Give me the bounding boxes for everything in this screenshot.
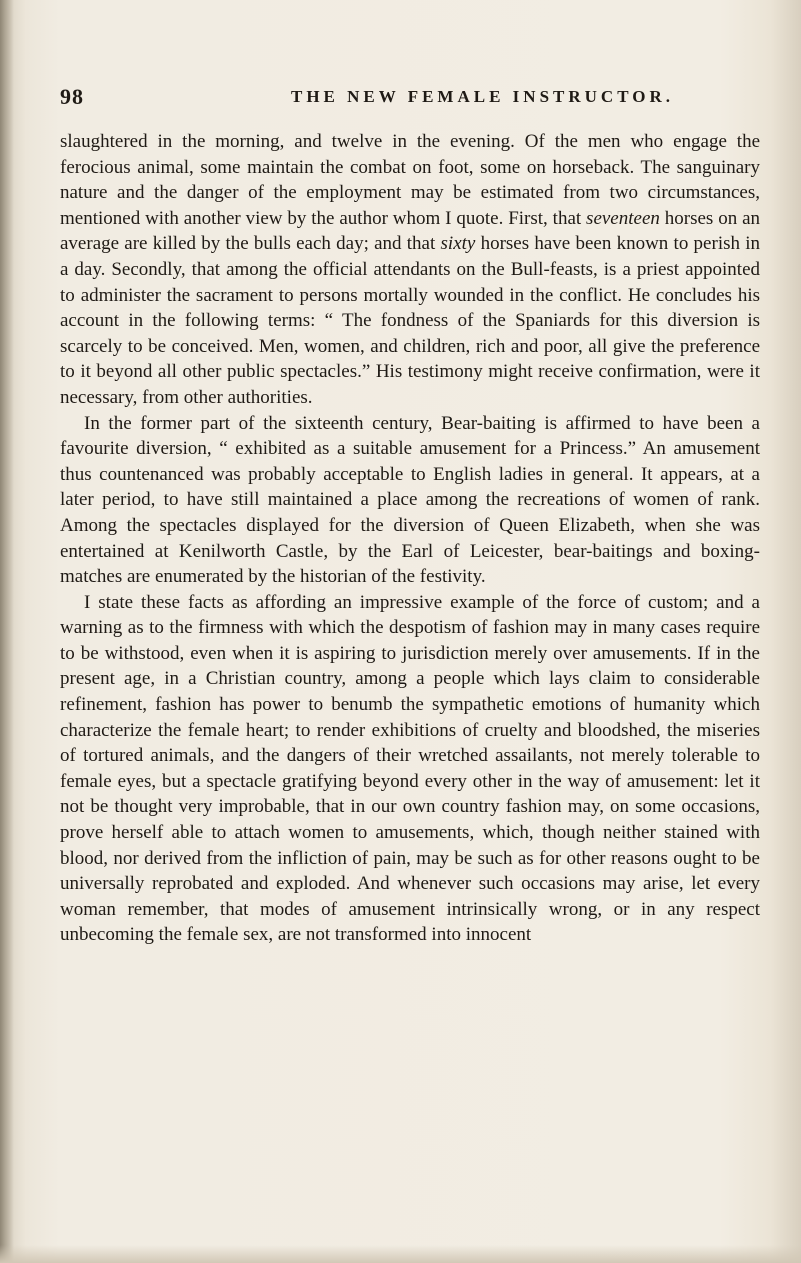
page-spine-shadow [0, 0, 14, 1263]
body-text [60, 129, 760, 948]
text-run: horses have been known to perish in a day. Secondly, that among the official attendants on the Bull-feasts, is a priest appointed to administer the sacrament to persons mortally wounded in the conflict. He concludes his account in the following terms: “ The fondness of the Spaniards for this diversion is scarcely to be conceived. Men, women, and children, rich and poor, all give the preference to it beyond all other public spectacles.” His testimony might receive confirmation, were it necessary, from other authorities. [60, 233, 761, 408]
text-run: In the former part of the sixteenth century, Bear-baiting is affirmed to have been a favourite diversion, “ exhibited as a suitable amusement for a Princess.” An amusement thus countenanced was probably acceptable to English ladies in general. It appears, at a later period, to have still maintained a place among the recreations of women of rank. Among the spectacles displayed for the diversion of Queen Elizabeth, when she was entertained at Kenilworth Castle, by the Earl of Leicester, bear-baitings and boxing-matches are enumerated by the historian of the festivity. [60, 412, 760, 588]
text-run: slaughtered in the morning, and twelve in the evening. Of the men who engage the ferocious animal, some maintain the combat on foot, some on horseback. The sanguinary nature and the danger of the employment may be estimated from two circumstances, mentioned with another view by the author whom I quote. First, that [60, 131, 760, 229]
page-number: 98 [60, 84, 84, 109]
text-run: I state these facts as affording an impressive example of the force of custom; and a warning as to the firmness with which the despotism of fashion may in many cases require to be withstood, even when it is aspiring to jurisdiction merely over amusements. If in the present age, in a Christian country, among a people which lays claim to considerable refinement, fashion has power to benumb the sympathetic emotions of humanity which characterize the female heart; to render exhibitions of cruelty and bloodshed, the miseries of tortured animals, and the dangers of their wretched assailants, not merely tolerable to female eyes, but a spectacle gratifying beyond every other in the way of amusement: let it not be thought very improbable, that in our own country fashion may, on some occasions, prove herself able to attach women to amusements, which, though neither stained with blood, nor derived from the infliction of pain, may be such as for other reasons ought to be universally reprobated and exploded. And whenever such occasions may arise, let every woman remember, that modes of amusement intrinsically wrong, or in any respect unbecoming the female sex, are not transformed into innocent [60, 591, 760, 946]
running-head: THE NEW FEMALE INSTRUCTOR. [291, 87, 674, 106]
page-bottom-edge [0, 1245, 801, 1263]
page-header [60, 84, 760, 114]
paragraph-3 [60, 590, 760, 948]
italic-text-run: seventeen [586, 207, 660, 229]
text-run: horses on an average are killed by the bulls each day; and that [60, 207, 761, 255]
paragraph-1 [60, 129, 760, 411]
paragraph-2 [60, 411, 760, 590]
italic-text-run: sixty [440, 233, 476, 255]
